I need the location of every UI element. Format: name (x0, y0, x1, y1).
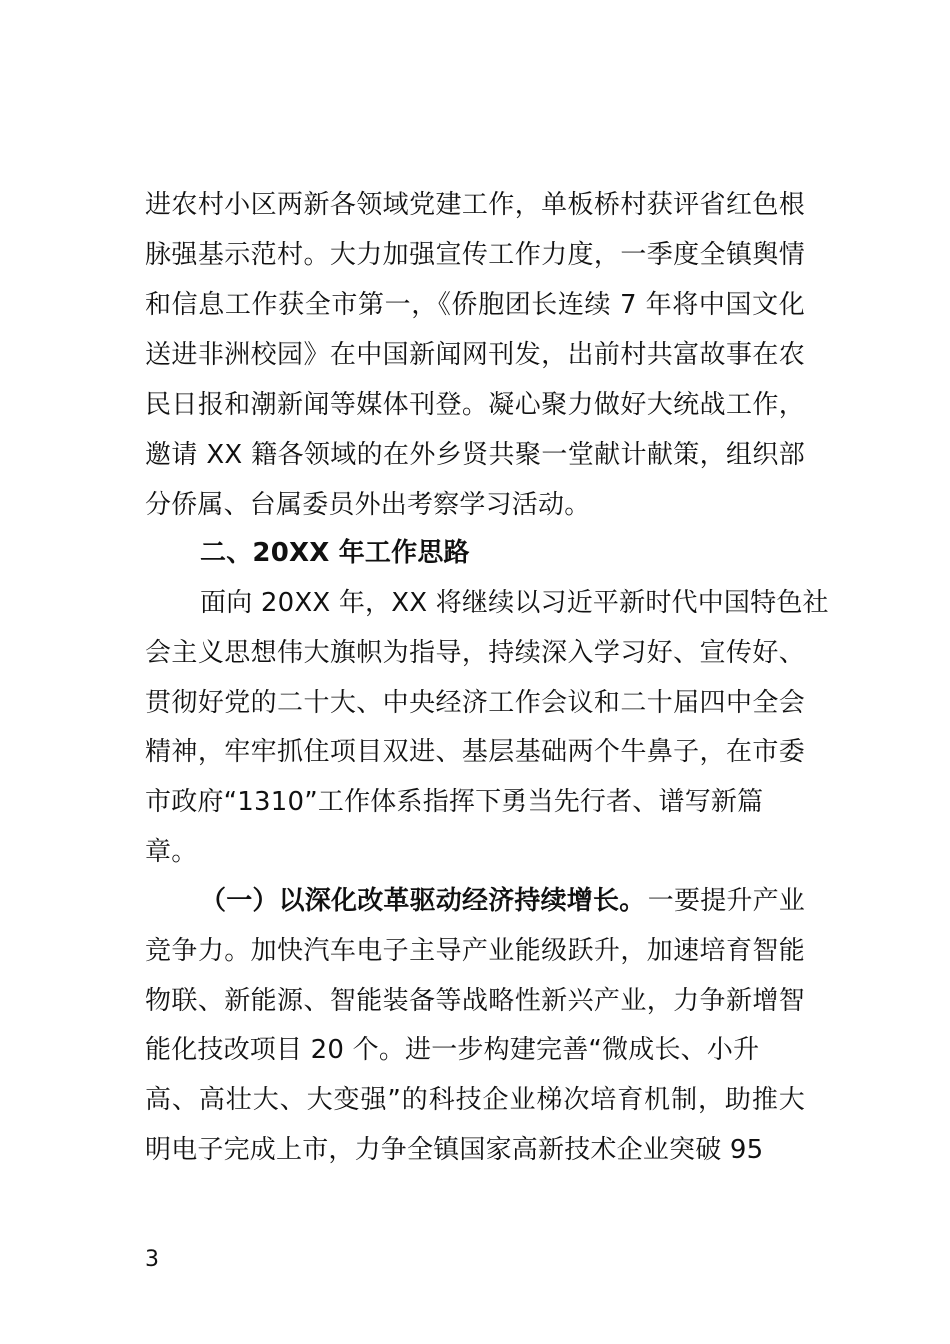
body-line: 和信息工作获全市第一，《侨胞团长连续 7 年将中国文化 (145, 290, 805, 320)
body-line: 章。 (145, 837, 198, 867)
body-line: 分侨属、台属委员外出考察学习活动。 (145, 490, 591, 520)
body-line: 竞争力。加快汽车电子主导产业能级跃升，加速培育智能 (145, 936, 805, 966)
page-number: 3 (145, 1247, 159, 1272)
body-line: 贯彻好党的二十大、中央经济工作会议和二十届四中全会 (145, 688, 805, 718)
subsection-first-line (200, 876, 805, 926)
body-line: 精神，牢牢抓住项目双进、基层基础两个牛鼻子，在市委 (145, 737, 805, 767)
body-text: 一要提升产业 (647, 886, 805, 916)
body-line: 脉强基示范村。大力加强宣传工作力度，一季度全镇舆情 (145, 240, 805, 270)
body-line: 高、高壮大、大变强”的科技企业梯次培育机制，助推大 (145, 1085, 805, 1115)
section-heading: 二、20XX 年工作思路 (200, 538, 470, 568)
body-line: 面向 20XX 年，XX 将继续以习近平新时代中国特色社 (200, 588, 829, 618)
body-line: 物联、新能源、智能装备等战略性新兴产业，力争新增智 (145, 986, 805, 1016)
subsection-heading: （一）以深化改革驱动经济持续增长。 (200, 886, 646, 916)
body-line: 能化技改项目 20 个。进一步构建完善“微成长、小升 (145, 1035, 760, 1065)
body-line: 民日报和潮新闻等媒体刊登。凝心聚力做好大统战工作， (145, 390, 805, 420)
body-line: 送进非洲校园》在中国新闻网刊发，岀前村共富故事在农 (145, 340, 805, 370)
body-line: 邀请 XX 籍各领域的在外乡贤共聚一堂献计献策，组织部 (145, 440, 805, 470)
body-line: 进农村小区两新各领域党建工作，单板桥村获评省红色根 (145, 190, 805, 220)
body-line: 会主义思想伟大旗帜为指导，持续深入学习好、宣传好、 (145, 638, 805, 668)
body-line: 明电子完成上市，力争全镇国家高新技术企业突破 95 (145, 1135, 764, 1165)
body-line: 市政府“1310”工作体系指挥下勇当先行者、谱写新篇 (145, 787, 764, 817)
